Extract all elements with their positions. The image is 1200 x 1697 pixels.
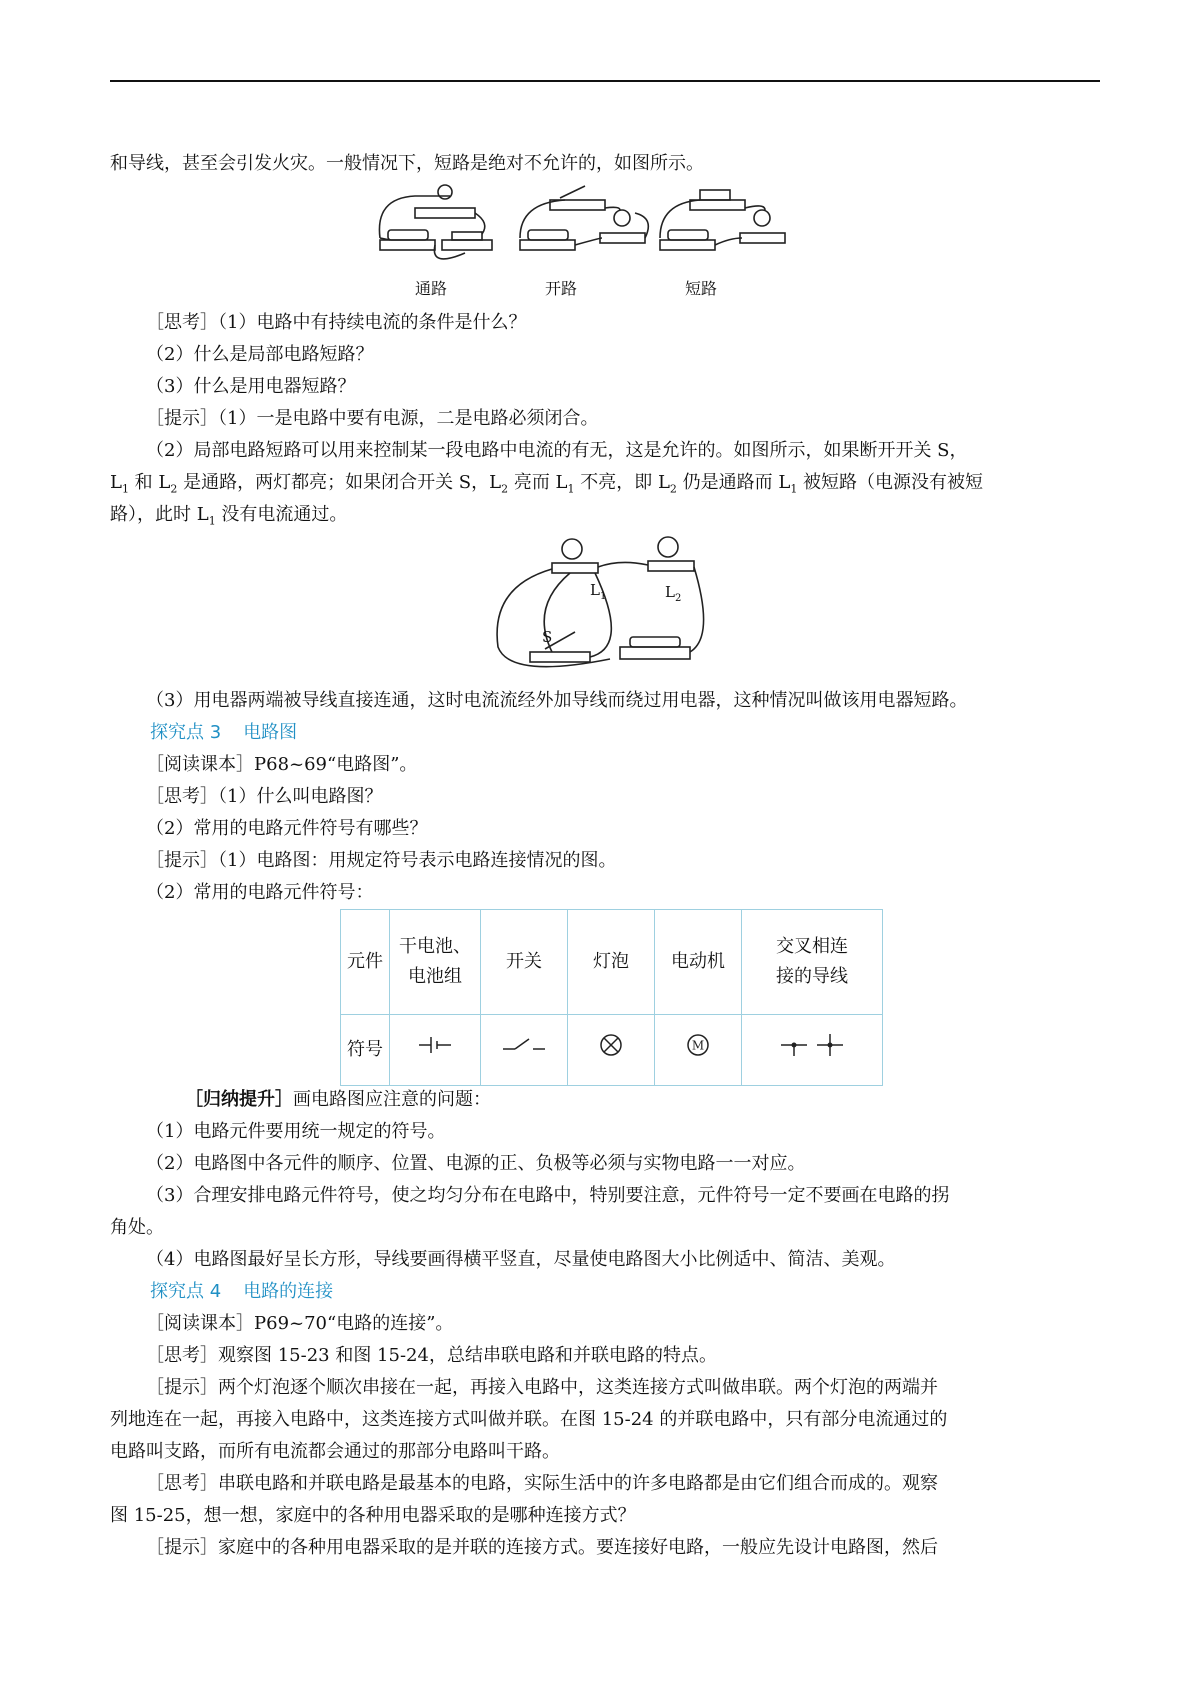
summary-3-line1: （3）合理安排电路元件符号，使之均匀分布在电路中，特别要注意，元件符号一定不要画在电路的拐 bbox=[146, 1185, 950, 1206]
table-cell: 符号 bbox=[341, 1015, 390, 1086]
table-row bbox=[341, 1015, 883, 1086]
figure-local-short bbox=[490, 527, 720, 682]
table-cell: 灯泡 bbox=[568, 910, 655, 1015]
hint1-3-line: （3）用电器两端被导线直接连通，这时电流流经外加导线而绕过用电器，这种情况叫做该用电器短路。 bbox=[146, 690, 968, 711]
battery-symbol bbox=[390, 1015, 481, 1086]
label-s: S bbox=[542, 628, 553, 646]
intro-paragraph: 和导线，甚至会引发火灾。一般情况下，短路是绝对不允许的，如图所示。 bbox=[110, 153, 704, 174]
symbol-table bbox=[340, 909, 883, 1086]
read4-line: ［阅读课本］P69~70“电路的连接”。 bbox=[146, 1313, 454, 1334]
summary-3-line2: 角处。 bbox=[110, 1217, 164, 1238]
think1-line: ［思考］（1）电路中有持续电流的条件是什么？ bbox=[146, 312, 527, 333]
table-cell: 开关 bbox=[481, 910, 568, 1015]
table-cell: 元件 bbox=[341, 910, 390, 1015]
table-row bbox=[341, 910, 883, 1015]
label-l1: $L_1$ bbox=[590, 581, 607, 602]
table-cell: 电动机 bbox=[655, 910, 742, 1015]
think4-line: ［思考］观察图 15-23 和图 15-24，总结串联电路和并联电路的特点。 bbox=[146, 1345, 717, 1366]
summary-2: （2）电路图中各元件的顺序、位置、电源的正、负极等必须与实物电路一一对应。 bbox=[146, 1153, 806, 1174]
figure-label-closed: 通路 bbox=[415, 279, 448, 296]
hint4-line3: 电路叫支路，而所有电流都会通过的那部分电路叫干路。 bbox=[110, 1441, 560, 1462]
think3-q2: （2）常用的电路元件符号有哪些？ bbox=[146, 818, 428, 839]
think3-line: ［思考］（1）什么叫电路图？ bbox=[146, 786, 383, 807]
figure-label-short: 短路 bbox=[685, 279, 718, 296]
think1-q2: （2）什么是局部电路短路？ bbox=[146, 344, 374, 365]
junction-symbol bbox=[742, 1015, 883, 1086]
read3-line: ［阅读课本］P68~69“电路图”。 bbox=[146, 754, 418, 775]
switch-symbol bbox=[481, 1015, 568, 1086]
hint1-2-line2: $L_1$ 和 $L_2$ 是通路，两灯都亮；如果闭合开关 S，$L_2$ 亮而 $L_1$ 不亮，即 $L_2$ 仍是通路而 $L_1$ 被短路（电源没有被短 bbox=[110, 472, 984, 496]
hint1-2-line3: 路），此时 $L_1$ 没有电流通过。 bbox=[110, 504, 348, 528]
section-heading-3: 探究点 3 电路图 bbox=[150, 722, 298, 743]
summary-4: （4）电路图最好呈长方形，导线要画得横平竖直，尽量使电路图大小比例适中、简洁、美观。 bbox=[146, 1249, 896, 1270]
figure-circuit-states bbox=[370, 178, 840, 296]
think5-line2: 图 15-25，想一想，家庭中的各种用电器采取的是哪种连接方式？ bbox=[110, 1505, 636, 1526]
figure-label-open: 开路 bbox=[545, 279, 578, 296]
table-cell: 干电池、 电池组 bbox=[390, 910, 481, 1015]
hint4-line1: ［提示］两个灯泡逐个顺次串接在一起，再接入电路中，这类连接方式叫做串联。两个灯泡的两端并 bbox=[146, 1377, 938, 1398]
label-l2: $L_2$ bbox=[665, 583, 682, 604]
think5-line1: ［思考］串联电路和并联电路是最基本的电路，实际生活中的许多电路都是由它们组合而成的。观察 bbox=[146, 1473, 938, 1494]
hint3-q2: （2）常用的电路元件符号： bbox=[146, 882, 374, 903]
svg-text:M: M bbox=[691, 1038, 705, 1053]
think1-q3: （3）什么是用电器短路？ bbox=[146, 376, 356, 397]
table-cell: 交叉相连 接的导线 bbox=[742, 910, 883, 1015]
hint4-line2: 列地连在一起，再接入电路中，这类连接方式叫做并联。在图 15-24 的并联电路中，只有部分电流通过的 bbox=[110, 1409, 948, 1430]
hint5-line: ［提示］家庭中的各种用电器采取的是并联的连接方式。要连接好电路，一般应先设计电路图，然后 bbox=[146, 1537, 938, 1558]
summary-line: ［归纳提升］画电路图应注意的问题： bbox=[185, 1089, 491, 1110]
section-heading-4: 探究点 4 电路的连接 bbox=[150, 1281, 334, 1302]
motor-symbol bbox=[655, 1015, 742, 1086]
header-rule bbox=[110, 80, 1100, 82]
lamp-symbol bbox=[568, 1015, 655, 1086]
hint1-2-line1: （2）局部电路短路可以用来控制某一段电路中电流的有无，这是允许的。如图所示，如果断开开关 S， bbox=[146, 440, 968, 461]
hint1-line: ［提示］（1）一是电路中要有电源，二是电路必须闭合。 bbox=[146, 408, 599, 429]
hint3-line: ［提示］（1）电路图：用规定符号表示电路连接情况的图。 bbox=[146, 850, 617, 871]
summary-1: （1）电路元件要用统一规定的符号。 bbox=[146, 1121, 446, 1142]
